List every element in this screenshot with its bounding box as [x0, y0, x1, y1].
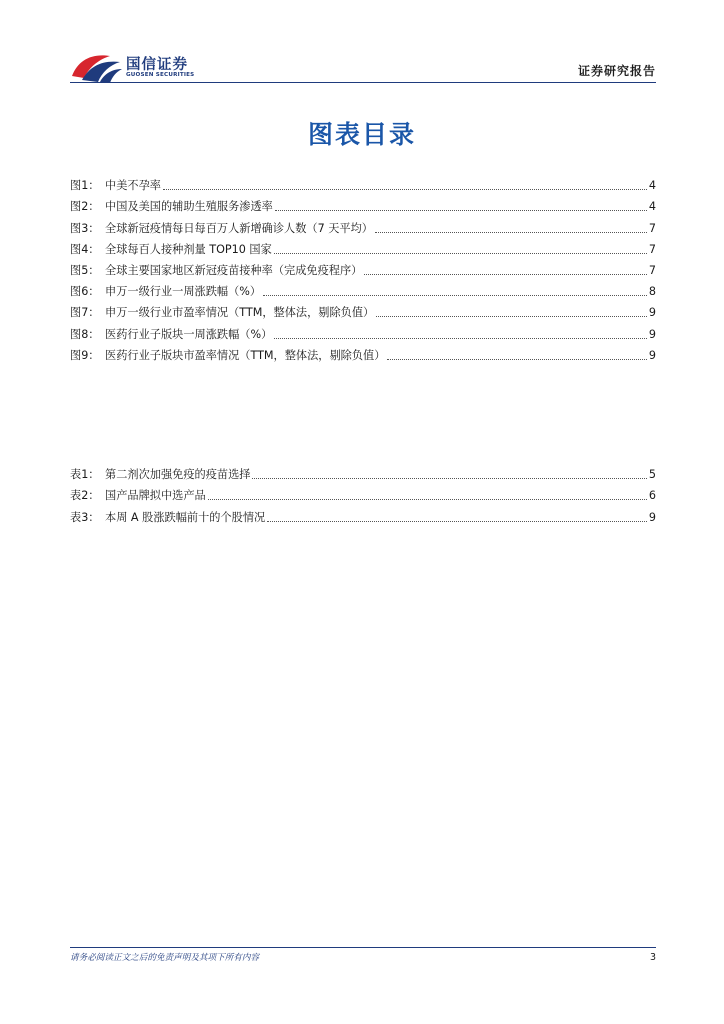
toc-dot-leader	[274, 253, 647, 254]
figure-toc-entry[interactable]	[70, 236, 656, 257]
figure-toc-entry[interactable]	[70, 172, 656, 193]
toc-entry-label: 图9：	[70, 348, 100, 362]
toc-entry-label: 图7：	[70, 306, 100, 320]
toc-entry-page: 5	[648, 468, 656, 482]
toc-dot-leader	[375, 232, 647, 233]
logo-text-en: GUOSEN SECURITIES	[126, 72, 195, 78]
toc-dot-leader	[364, 274, 647, 275]
toc-entry-label: 图1：	[70, 179, 100, 193]
page-number: 3	[649, 952, 656, 963]
header-divider	[70, 82, 656, 83]
toc-entry-page: 6	[648, 489, 656, 503]
toc-entry-page: 7	[648, 263, 656, 277]
figure-toc-entry[interactable]	[70, 299, 656, 320]
table-toc-entry[interactable]	[70, 461, 656, 482]
toc-entry-label: 图5：	[70, 263, 100, 277]
toc-entry-title: 医药行业子版块市盈率情况（TTM，整体法，剔除负值）	[105, 348, 386, 362]
toc-entry-page: 9	[648, 306, 656, 320]
toc-entry-title: 申万一级行业市盈率情况（TTM，整体法，剔除负值）	[105, 306, 375, 320]
toc-entry-title: 中美不孕率	[105, 179, 161, 193]
figure-toc-entry[interactable]	[70, 193, 656, 214]
toc-dot-leader	[163, 189, 647, 190]
table-toc-entry[interactable]	[70, 482, 656, 503]
toc-entry-page: 7	[648, 242, 656, 256]
footer-divider	[70, 947, 656, 948]
toc-entry-title: 全球主要国家地区新冠疫苗接种率（完成免疫程序）	[105, 263, 363, 277]
toc-entry-title: 中国及美国的辅助生殖服务渗透率	[105, 200, 273, 214]
footer-disclaimer: 请务必阅读正文之后的免责声明及其项下所有内容	[70, 953, 260, 963]
toc-dot-leader	[208, 499, 647, 500]
figure-toc-entry[interactable]	[70, 214, 656, 235]
toc-entry-page: 8	[648, 285, 656, 299]
toc-entry-label: 图4：	[70, 242, 100, 256]
toc-entry-label: 图2：	[70, 200, 100, 214]
toc-entry-page: 7	[648, 221, 656, 235]
table-toc-list	[70, 461, 656, 525]
table-toc-entry[interactable]	[70, 503, 656, 524]
toc-entry-title: 第二剂次加强免疫的疫苗选择	[105, 468, 251, 482]
toc-entry-label: 图6：	[70, 285, 100, 299]
toc-entry-title: 全球新冠疫情每日每百万人新增确诊人数（7 天平均）	[105, 221, 373, 235]
page-header	[0, 0, 724, 90]
toc-dot-leader	[267, 521, 647, 522]
figure-toc-entry[interactable]	[70, 320, 656, 341]
toc-dot-leader	[274, 338, 647, 339]
toc-entry-label: 图8：	[70, 327, 100, 341]
toc-entry-label: 表2：	[70, 489, 100, 503]
logo-text-cn: 国信证券	[126, 57, 188, 73]
toc-dot-leader	[252, 478, 646, 479]
page-title: 图表目录	[307, 120, 416, 149]
figure-toc-entry[interactable]	[70, 257, 656, 278]
toc-entry-page: 9	[648, 510, 656, 524]
toc-entry-label: 图3：	[70, 221, 100, 235]
toc-dot-leader	[387, 359, 646, 360]
toc-entry-title: 本周 A 股涨跌幅前十的个股情况	[105, 510, 266, 524]
guosen-logo	[70, 50, 200, 84]
figure-toc-entry[interactable]	[70, 342, 656, 363]
toc-entry-label: 表1：	[70, 468, 100, 482]
toc-dot-leader	[263, 295, 647, 296]
toc-entry-label: 表3：	[70, 510, 100, 524]
toc-dot-leader	[275, 210, 647, 211]
toc-dot-leader	[376, 316, 647, 317]
toc-entry-page: 4	[648, 200, 656, 214]
toc-entry-page: 9	[648, 348, 656, 362]
toc-entry-title: 国产品牌拟中选产品	[105, 489, 206, 503]
toc-entry-title: 全球每百人接种剂量 TOP10 国家	[105, 242, 272, 256]
toc-entry-page: 4	[648, 179, 656, 193]
toc-entry-page: 9	[648, 327, 656, 341]
report-type-label: 证券研究报告	[577, 64, 656, 78]
guosen-logo-icon	[70, 50, 124, 84]
toc-entry-title: 申万一级行业一周涨跌幅（%）	[105, 285, 262, 299]
figure-toc-entry[interactable]	[70, 278, 656, 299]
toc-entry-title: 医药行业子版块一周涨跌幅（%）	[105, 327, 273, 341]
figure-toc-list	[70, 172, 656, 363]
